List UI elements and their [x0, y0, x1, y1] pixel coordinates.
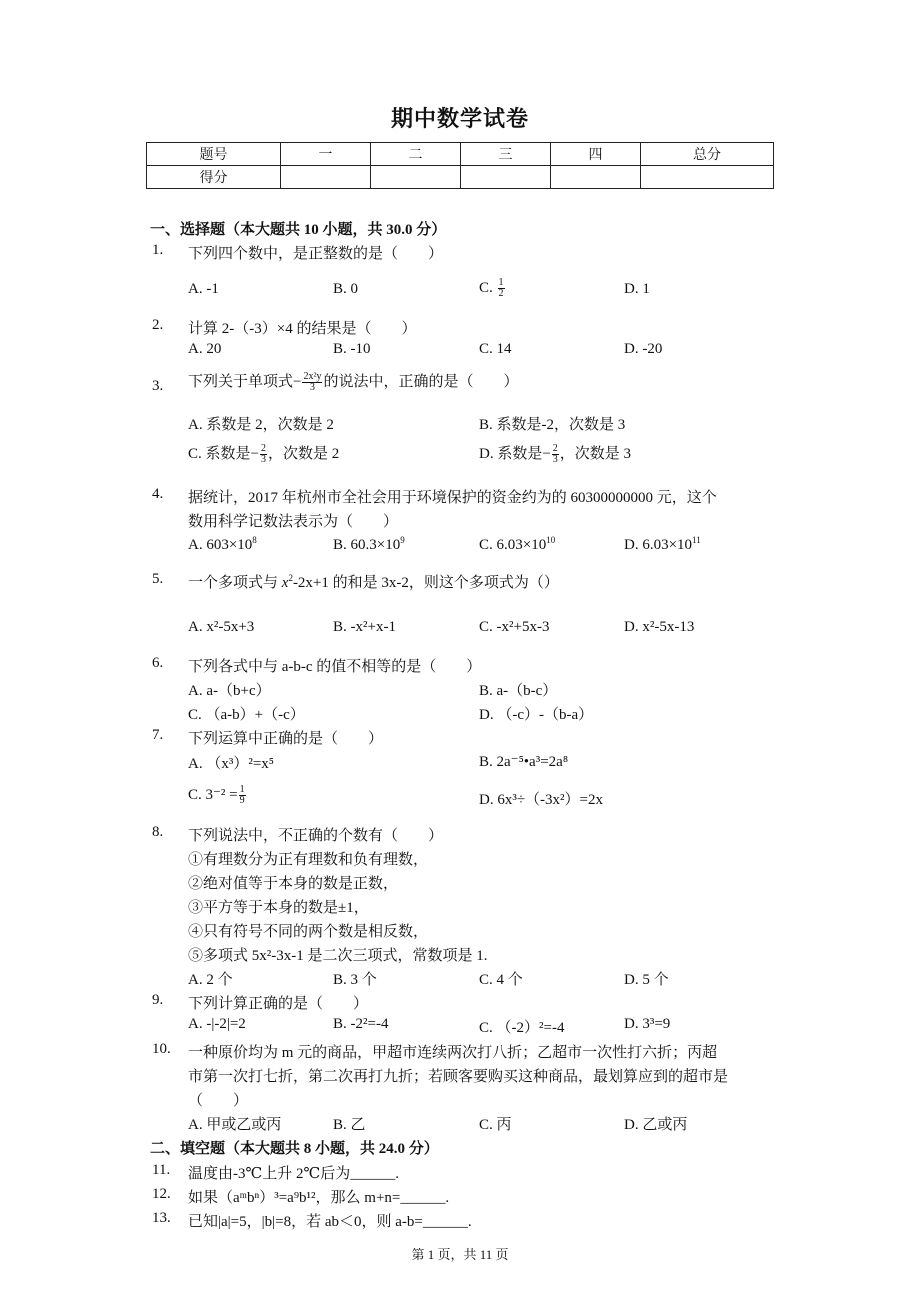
option-c: C. 14: [479, 341, 512, 357]
question-number: 1.: [152, 242, 164, 258]
question-number: 13.: [152, 1210, 171, 1226]
option-c: C. （-2）²=-4: [479, 1020, 565, 1036]
statement-line: ①有理数分为正有理数和负有理数，: [188, 852, 429, 868]
option-d: D. x²-5x-13: [624, 619, 695, 635]
fraction: $\frac{2}{3}$: [260, 443, 266, 466]
option-c: C. （a-b）+（-c）: [188, 707, 305, 723]
option-a: A. 2 个: [188, 972, 233, 988]
option-d: D. 乙或丙: [624, 1117, 688, 1133]
option-b: B. -2²=-4: [333, 1016, 389, 1032]
question-text: 下列计算正确的是（ ）: [188, 996, 369, 1012]
fraction: $\frac{1}{2}$: [498, 277, 504, 299]
option-d: D. 3³=9: [624, 1016, 671, 1032]
page-footer: 第 1 页，共 11 页: [411, 1247, 509, 1262]
option-b: B. -10: [333, 341, 371, 357]
option-c: C. 3⁻² = $\frac{1}{9}$: [188, 784, 245, 807]
question-number: 8.: [152, 824, 164, 840]
score-header-cell: 三: [461, 143, 551, 166]
question-number: 4.: [152, 486, 164, 502]
question-number: 11.: [152, 1162, 171, 1178]
option-b: B. 乙: [333, 1117, 366, 1133]
statement-line: ⑤多项式 5x²-3x-1 是二次三项式，常数项是 1.: [188, 948, 488, 964]
question-number: 3.: [152, 378, 164, 394]
section-heading: 一、选择题（本大题共 10 小题，共 30.0 分）: [150, 222, 447, 238]
option-d: D. 系数是− $\frac{2}{3}$ ，次数是 3: [479, 443, 632, 466]
question-text-line: 据统计，2017 年杭州市全社会用于环境保护的资金约为的 60300000000 元，这个: [188, 490, 717, 506]
question-text: 一个多项式与 $x^2-2x+1$ 的和是 3x-2，则这个多项式为（）: [188, 573, 559, 591]
option-a: A. a-（b+c）: [188, 683, 271, 699]
fraction: $\frac{1}{9}$: [239, 784, 245, 807]
option-a: A. $603\times 10^8$: [188, 535, 257, 553]
question-number: 9.: [152, 992, 164, 1008]
score-input-cell[interactable]: [551, 166, 641, 189]
option-c: C. -x²+5x-3: [479, 619, 550, 635]
question-text-line: 数用科学记数法表示为（ ）: [188, 514, 399, 530]
score-header-cell: 四: [551, 143, 641, 166]
score-table: [146, 142, 774, 189]
option-a: A. 20: [188, 341, 222, 357]
question-number: 6.: [152, 655, 164, 671]
question-text: 下列关于单项式− $\frac{\text{2x²y}}{3}$ 的说法中，正确的是（ ）: [188, 371, 519, 394]
fraction: $\frac{2}{3}$: [552, 443, 558, 466]
option-c: [479, 278, 506, 299]
score-row-label: 得分: [147, 166, 281, 189]
question-text-line: 市第一次打七折，第二次再打九折；若顾客要购买这种商品，最划算应到的超市是: [188, 1069, 729, 1085]
option-b: B. $60.3\times 10^9$: [333, 535, 405, 553]
option-a: A. 甲或乙或丙: [188, 1117, 282, 1133]
score-header-cell: 一: [281, 143, 371, 166]
option-d: D. （-c）-（b-a）: [479, 707, 594, 723]
score-header-cell: 题号: [147, 143, 281, 166]
option-a: A. （x³）²=x⁵: [188, 756, 275, 772]
option-b: B. -x²+x-1: [333, 619, 396, 635]
option-c: C. 4 个: [479, 972, 523, 988]
option-d: D. 1: [624, 281, 650, 297]
statement-line: ②绝对值等于本身的数是正数，: [188, 876, 399, 892]
question-text: 如果（aᵐbⁿ）³=a⁹b¹²，那么 m+n=______.: [188, 1190, 450, 1206]
option-b: B. 系数是-2，次数是 3: [479, 417, 626, 433]
option-label: C.: [479, 279, 493, 296]
option-d: D. -20: [624, 341, 663, 357]
score-input-cell[interactable]: [371, 166, 461, 189]
score-input-cell[interactable]: [461, 166, 551, 189]
score-input-cell[interactable]: [641, 166, 774, 189]
question-text: 下列运算中正确的是（ ）: [188, 731, 384, 747]
option-c: C. 丙: [479, 1117, 512, 1133]
question-text-line: （ ）: [188, 1093, 249, 1109]
question-text: 已知|a|=5，|b|=8，若 ab＜0，则 a-b=______.: [188, 1214, 472, 1230]
question-text: 计算 2-（-3）×4 的结果是（ ）: [188, 321, 417, 337]
option-b: B. a-（b-c）: [479, 683, 558, 699]
option-a: A. x²-5x+3: [188, 619, 255, 635]
option-d: D. 6x³÷（-3x²）=2x: [479, 792, 604, 808]
option-d: D. $6.03\times 10^{11}$: [624, 535, 701, 553]
option-a: A. -|-2|=2: [188, 1016, 246, 1032]
page-title: 期中数学试卷: [390, 106, 529, 131]
option-a: A. -1: [188, 281, 219, 297]
option-c: C. $6.03\times 10^{10}$: [479, 535, 556, 553]
score-input-cell[interactable]: [281, 166, 371, 189]
option-b: B. 2a⁻⁵•a³=2a⁸: [479, 754, 569, 770]
statement-line: ③平方等于本身的数是±1，: [188, 900, 369, 916]
question-number: 12.: [152, 1186, 171, 1202]
question-number: 5.: [152, 571, 164, 587]
question-number: 2.: [152, 317, 164, 333]
question-text-line: 一种原价均为 m 元的商品，甲超市连续两次打八折；乙超市一次性打六折；丙超: [188, 1045, 718, 1061]
option-d: D. 5 个: [624, 972, 669, 988]
section-heading: 二、填空题（本大题共 8 小题，共 24.0 分）: [150, 1141, 439, 1157]
score-header-cell: 二: [371, 143, 461, 166]
question-text: 温度由-3℃上升 2℃后为______.: [188, 1166, 400, 1182]
score-header-cell: 总分: [641, 143, 774, 166]
question-number: 7.: [152, 727, 164, 743]
monomial-fraction: $\frac{\text{2x²y}}{3}$: [303, 371, 322, 394]
score-table-score-row: [147, 166, 774, 189]
score-table-header-row: [147, 143, 774, 166]
option-c: C. 系数是− $\frac{2}{3}$ ，次数是 2: [188, 443, 340, 466]
question-number: 10.: [152, 1041, 171, 1057]
question-text: 下列说法中，不正确的个数有（ ）: [188, 828, 444, 844]
question-text: 下列四个数中，是正整数的是（ ）: [188, 246, 444, 262]
statement-line: ④只有符号不同的两个数是相反数，: [188, 924, 429, 940]
option-b: B. 0: [333, 281, 359, 297]
option-b: B. 3 个: [333, 972, 377, 988]
option-a: A. 系数是 2，次数是 2: [188, 417, 334, 433]
question-text: 下列各式中与 a-b-c 的值不相等的是（ ）: [188, 659, 482, 675]
